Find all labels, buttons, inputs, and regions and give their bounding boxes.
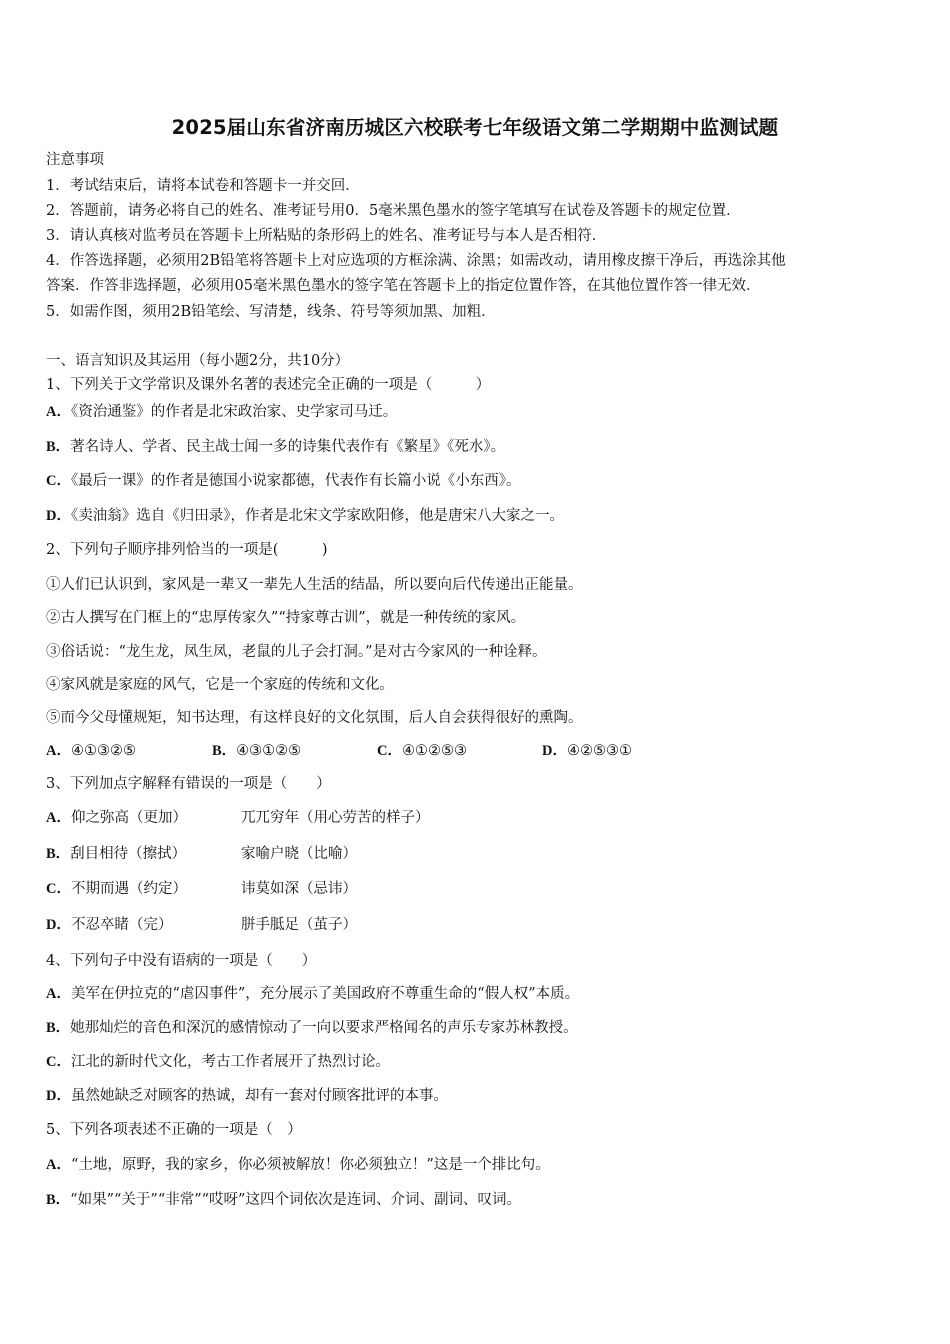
option-label: D． bbox=[542, 743, 567, 759]
option-text: 不期而遇（约定） bbox=[70, 881, 187, 897]
option-text: 《最后一课》的作者是德国小说家都德，代表作有长篇小说《小东西》。 bbox=[70, 473, 521, 489]
sentence-item: ①人们已认识到，家风是一辈又一辈先人生活的结晶，所以要向后代传递出正能量。 bbox=[46, 577, 583, 593]
option-row bbox=[46, 437, 505, 457]
option-text: “土地，原野，我的家乡，你必须被解放！你必须独立！”这是一个排比句。 bbox=[70, 1157, 550, 1173]
option-row bbox=[46, 402, 397, 422]
option-row bbox=[46, 808, 187, 828]
option-text: ④①②⑤③ bbox=[401, 743, 467, 759]
option-label: D． bbox=[46, 508, 71, 524]
option-label: A． bbox=[46, 404, 71, 420]
note-item: 1．考试结束后，请将本试卷和答题卡一并交回． bbox=[46, 178, 360, 194]
option-label: B． bbox=[46, 439, 71, 455]
option-row bbox=[46, 1018, 578, 1038]
option-label: B． bbox=[212, 743, 237, 759]
sentence-item: ④家风就是家庭的风气，它是一个家庭的传统和文化。 bbox=[46, 677, 394, 693]
option-row bbox=[46, 984, 579, 1004]
question-stem: 2、下列句子顺序排列恰当的一项是( ) bbox=[46, 542, 328, 558]
option-text: ④②⑤③① bbox=[566, 743, 632, 759]
option-label: B． bbox=[46, 1192, 71, 1208]
option-text-right: 讳莫如深（忌讳） bbox=[241, 881, 357, 897]
option-row bbox=[542, 741, 632, 761]
option-label: C． bbox=[46, 1054, 71, 1070]
option-text: 《资治通鉴》的作者是北宋政治家、史学家司马迁。 bbox=[70, 404, 398, 420]
option-label: D． bbox=[46, 917, 71, 933]
option-text: 虽然她缺乏对顾客的热诚，却有一套对付顾客批评的本事。 bbox=[70, 1088, 448, 1104]
option-row bbox=[46, 879, 187, 899]
option-label: B． bbox=[46, 846, 71, 862]
option-text: 不忍卒睹（完） bbox=[70, 917, 173, 933]
option-text: “如果”“关于”“非常”“哎呀”这四个词依次是连词、介词、副词、叹词。 bbox=[70, 1192, 521, 1208]
note-item: 5．如需作图，须用2B铅笔绘、写清楚，线条、符号等须加黑、加粗． bbox=[46, 304, 496, 320]
page-title: 2025届山东省济南历城区六校联考七年级语文第二学期期中监测试题 bbox=[171, 116, 779, 139]
option-text: 仰之弥高（更加） bbox=[70, 810, 187, 826]
option-text: 她那灿烂的音色和深沉的感情惊动了一向以要求严格闻名的声乐专家苏林教授。 bbox=[70, 1020, 578, 1036]
notes-heading: 注意事项 bbox=[46, 152, 104, 168]
sentence-item: ②古人撰写在门框上的“忠厚传家久”“持家尊古训”，就是一种传统的家风。 bbox=[46, 610, 526, 626]
option-row bbox=[46, 506, 564, 526]
option-text: ④③①②⑤ bbox=[236, 743, 302, 759]
option-row bbox=[46, 915, 172, 935]
note-item: 3．请认真核对监考员在答题卡上所粘贴的条形码上的姓名、准考证号与本人是否相符． bbox=[46, 228, 607, 244]
note-item: 4．作答选择题，必须用2B铅笔将答题卡上对应选项的方框涂满、涂黑；如需改动，请用橡皮擦干净后，再选涂其他 bbox=[46, 253, 786, 269]
option-text: 刮目相待（擦拭） bbox=[70, 846, 187, 862]
option-row bbox=[46, 1052, 390, 1072]
sentence-item: ③俗话说：“龙生龙，凤生凤，老鼠的儿子会打洞。”是对古今家风的一种诠释。 bbox=[46, 644, 547, 660]
note-item: 2．答题前，请务必将自己的姓名、准考证号用0．5毫米黑色墨水的签字笔填写在试卷及答题卡的规定位置． bbox=[46, 203, 741, 219]
question-stem: 4、下列句子中没有语病的一项是（ ） bbox=[46, 953, 317, 969]
option-text: 《卖油翁》选自《归田录》，作者是北宋文学家欧阳修，他是唐宋八大家之一。 bbox=[70, 508, 564, 524]
option-row bbox=[46, 844, 186, 864]
option-row bbox=[212, 741, 301, 761]
option-label: A． bbox=[46, 986, 71, 1002]
option-label: B． bbox=[46, 1020, 71, 1036]
option-text: 美军在伊拉克的“虐囚事件”，充分展示了美国政府不尊重生命的“假人权”本质。 bbox=[70, 986, 580, 1002]
question-stem: 1、下列关于文学常识及课外名著的表述完全正确的一项是（ ） bbox=[46, 377, 491, 393]
option-row bbox=[377, 741, 467, 761]
option-label: D． bbox=[46, 1088, 71, 1104]
option-row bbox=[46, 1086, 448, 1106]
question-stem: 5、下列各项表述不正确的一项是（ ） bbox=[46, 1122, 302, 1138]
option-label: C． bbox=[46, 473, 71, 489]
option-label: C． bbox=[46, 881, 71, 897]
option-text: 著名诗人、学者、民主战士闻一多的诗集代表作有《繁星》《死水》。 bbox=[70, 439, 506, 455]
sentence-item: ⑤而今父母懂规矩，知书达理，有这样良好的文化氛围，后人自会获得很好的熏陶。 bbox=[46, 710, 583, 726]
option-row bbox=[46, 1155, 550, 1175]
option-text-right: 兀兀穷年（用心劳苦的样子） bbox=[241, 810, 430, 826]
option-text-right: 家喻户晓（比喻） bbox=[241, 846, 357, 862]
option-label: A． bbox=[46, 1157, 71, 1173]
option-text: ④①③②⑤ bbox=[70, 743, 136, 759]
option-text: 江北的新时代文化，考古工作者展开了热烈讨论。 bbox=[70, 1054, 390, 1070]
option-row bbox=[46, 1190, 521, 1210]
option-label: A． bbox=[46, 810, 71, 826]
option-row bbox=[46, 741, 136, 761]
section-heading: 一、语言知识及其运用（每小题2分，共10分） bbox=[46, 353, 350, 369]
option-row bbox=[46, 471, 520, 491]
question-stem: 3、下列加点字解释有错误的一项是（ ） bbox=[46, 776, 331, 792]
option-label: C． bbox=[377, 743, 402, 759]
option-label: A． bbox=[46, 743, 71, 759]
note-item: 答案．作答非选择题，必须用05毫米黑色墨水的签字笔在答题卡上的指定位置作答，在其他位置作答一律无效． bbox=[46, 278, 761, 294]
option-text-right: 胼手胝足（茧子） bbox=[241, 917, 357, 933]
